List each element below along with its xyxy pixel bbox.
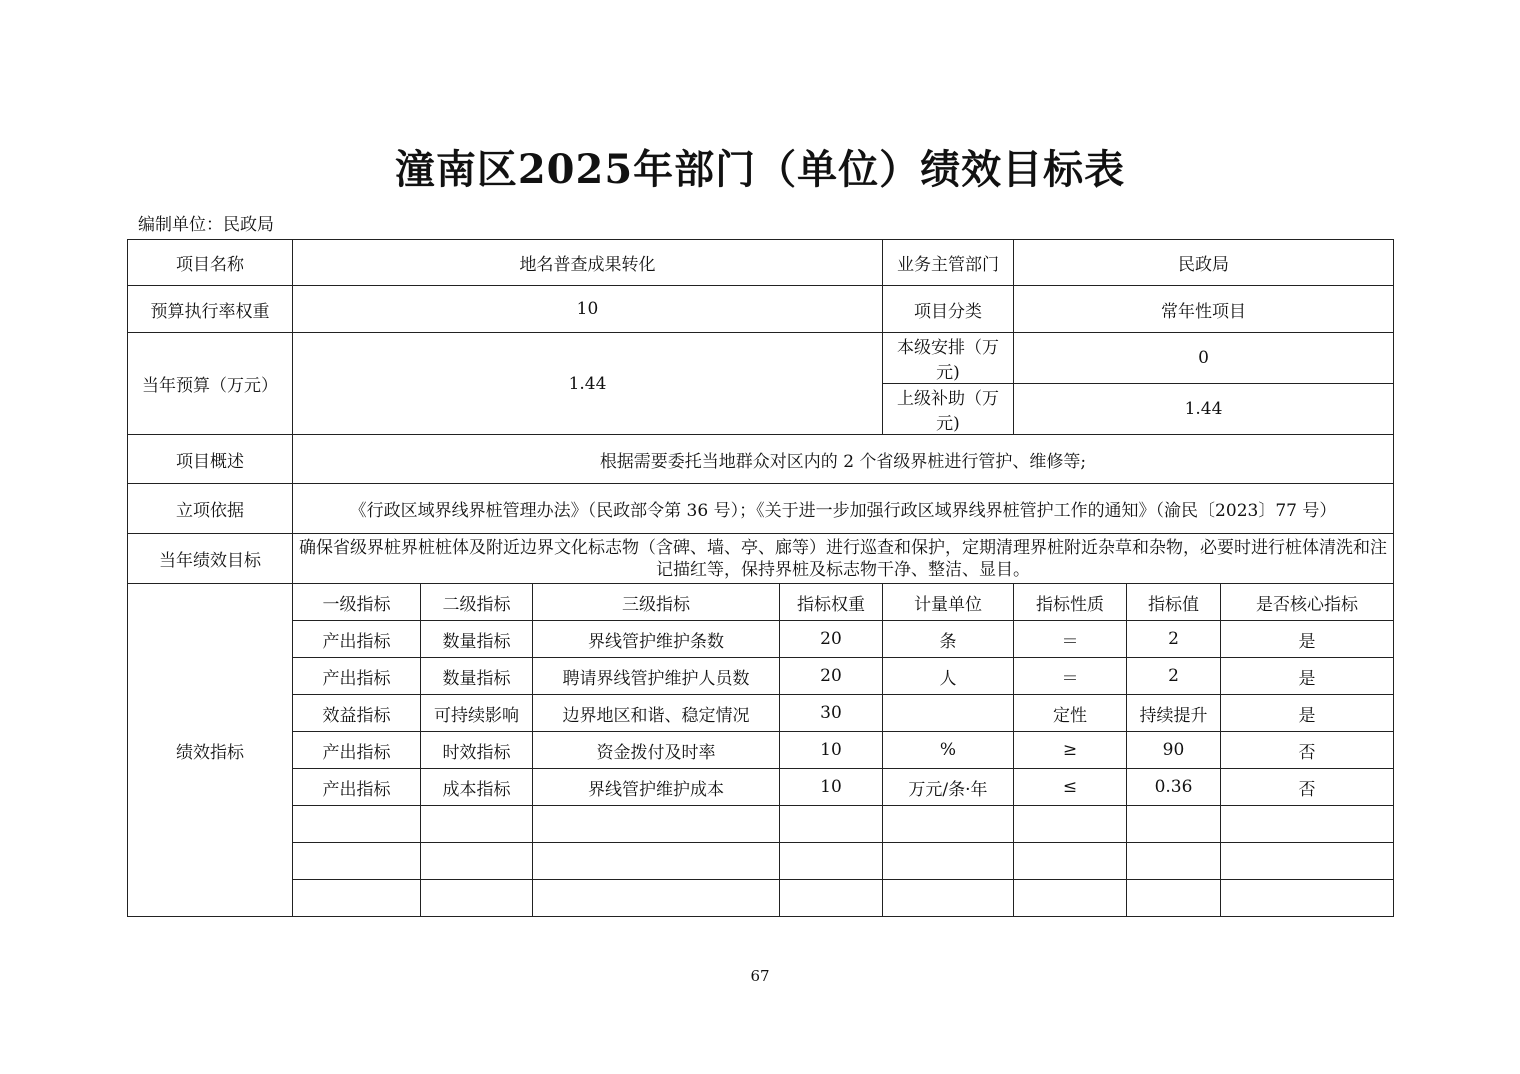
indicator-nature: ≥ — [1014, 732, 1127, 769]
indicator-unit: % — [883, 732, 1014, 769]
budget-label: 当年预算（万元） — [128, 333, 293, 435]
local-label: 本级安排（万元) — [883, 333, 1014, 384]
indicator-unit: 人 — [883, 658, 1014, 695]
indicator-weight: 20 — [780, 621, 883, 658]
project-name-label: 项目名称 — [128, 240, 293, 286]
indicator-level3: 界线管护维护成本 — [533, 769, 780, 806]
indicator-value — [1127, 843, 1221, 880]
indicator-row — [128, 769, 1394, 806]
weight-label: 预算执行率权重 — [128, 286, 293, 333]
indicator-weight: 10 — [780, 732, 883, 769]
indicator-nature: 定性 — [1014, 695, 1127, 732]
indicator-level3: 界线管护维护条数 — [533, 621, 780, 658]
indicator-level2 — [421, 843, 533, 880]
indicator-value — [1127, 806, 1221, 843]
indicator-core: 否 — [1221, 769, 1394, 806]
indicator-core — [1221, 806, 1394, 843]
indicator-core: 是 — [1221, 695, 1394, 732]
page-number: 67 — [750, 967, 770, 985]
indicator-row — [128, 732, 1394, 769]
indicator-core — [1221, 843, 1394, 880]
indicator-nature: ＝ — [1014, 621, 1127, 658]
local-value: 0 — [1014, 333, 1394, 384]
indicator-level3: 聘请界线管护维护人员数 — [533, 658, 780, 695]
indicator-nature — [1014, 843, 1127, 880]
column-header-core: 是否核心指标 — [1221, 584, 1394, 621]
indicator-level3 — [533, 806, 780, 843]
indicator-core: 否 — [1221, 732, 1394, 769]
indicator-value: 持续提升 — [1127, 695, 1221, 732]
indicator-row — [128, 621, 1394, 658]
category-value: 常年性项目 — [1014, 286, 1394, 333]
indicator-nature: ＝ — [1014, 658, 1127, 695]
indicator-level2: 时效指标 — [421, 732, 533, 769]
indicator-level2 — [421, 880, 533, 917]
column-header-level1: 一级指标 — [293, 584, 421, 621]
indicator-level2: 可持续影响 — [421, 695, 533, 732]
indicator-core: 是 — [1221, 658, 1394, 695]
indicator-level1 — [293, 806, 421, 843]
indicator-value — [1127, 880, 1221, 917]
indicator-nature: ≤ — [1014, 769, 1127, 806]
column-header-nature: 指标性质 — [1014, 584, 1127, 621]
indicator-weight: 30 — [780, 695, 883, 732]
indicator-level1: 效益指标 — [293, 695, 421, 732]
page-title: 潼南区2025年部门（单位）绩效目标表 — [394, 146, 1126, 193]
indicator-value: 2 — [1127, 621, 1221, 658]
indicator-level1 — [293, 843, 421, 880]
basis-label: 立项依据 — [128, 484, 293, 534]
indicator-unit: 万元/条·年 — [883, 769, 1014, 806]
summary-value: 根据需要委托当地群众对区内的 2 个省级界桩进行管护、维修等; — [293, 435, 1394, 484]
goal-value: 确保省级界桩界桩桩体及附近边界文化标志物（含碑、墙、亭、廊等）进行巡查和保护，定期清理界桩附近杂草和杂物，必要时进行桩体清洗和注记描红等，保持界桩及标志物干净、整洁、显目。 — [293, 534, 1394, 584]
column-header-value: 指标值 — [1127, 584, 1221, 621]
indicator-level2: 数量指标 — [421, 658, 533, 695]
indicator-unit — [883, 843, 1014, 880]
indicator-level3 — [533, 843, 780, 880]
indicator-level1: 产出指标 — [293, 732, 421, 769]
indicator-row — [128, 695, 1394, 732]
basis-value: 《行政区域界线界桩管理办法》（民政部令第 36 号）；《关于进一步加强行政区域界线界桩管护工作的通知》（渝民〔2023〕77 号） — [293, 484, 1394, 534]
indicator-level2: 数量指标 — [421, 621, 533, 658]
indicator-weight — [780, 880, 883, 917]
indicator-core: 是 — [1221, 621, 1394, 658]
indicator-level3: 边界地区和谐、稳定情况 — [533, 695, 780, 732]
indicator-level3 — [533, 880, 780, 917]
summary-label: 项目概述 — [128, 435, 293, 484]
indicator-nature — [1014, 806, 1127, 843]
indicator-nature — [1014, 880, 1127, 917]
indicators-section-label: 绩效指标 — [128, 584, 293, 917]
column-header-level3: 三级指标 — [533, 584, 780, 621]
indicator-unit — [883, 880, 1014, 917]
indicator-level2: 成本指标 — [421, 769, 533, 806]
budget-value: 1.44 — [293, 333, 883, 435]
indicator-row — [128, 843, 1394, 880]
indicator-value: 2 — [1127, 658, 1221, 695]
indicator-unit — [883, 806, 1014, 843]
indicator-value: 90 — [1127, 732, 1221, 769]
indicator-weight — [780, 843, 883, 880]
indicator-weight — [780, 806, 883, 843]
column-header-level2: 二级指标 — [421, 584, 533, 621]
upper-value: 1.44 — [1014, 384, 1394, 435]
indicator-row — [128, 806, 1394, 843]
upper-label: 上级补助（万元) — [883, 384, 1014, 435]
indicator-value: 0.36 — [1127, 769, 1221, 806]
indicator-weight: 10 — [780, 769, 883, 806]
indicator-core — [1221, 880, 1394, 917]
indicator-row — [128, 658, 1394, 695]
category-label: 项目分类 — [883, 286, 1014, 333]
indicator-unit — [883, 695, 1014, 732]
indicator-weight: 20 — [780, 658, 883, 695]
weight-value: 10 — [293, 286, 883, 333]
indicator-level1: 产出指标 — [293, 769, 421, 806]
column-header-unit: 计量单位 — [883, 584, 1014, 621]
goal-label: 当年绩效目标 — [128, 534, 293, 584]
performance-table — [127, 239, 1394, 917]
indicator-level1: 产出指标 — [293, 621, 421, 658]
indicator-level2 — [421, 806, 533, 843]
indicator-row — [128, 880, 1394, 917]
dept-label: 业务主管部门 — [883, 240, 1014, 286]
indicator-level1: 产出指标 — [293, 658, 421, 695]
indicator-level1 — [293, 880, 421, 917]
indicator-unit: 条 — [883, 621, 1014, 658]
column-header-weight: 指标权重 — [780, 584, 883, 621]
project-name-value: 地名普查成果转化 — [293, 240, 883, 286]
dept-value: 民政局 — [1014, 240, 1394, 286]
indicator-level3: 资金拨付及时率 — [533, 732, 780, 769]
compiling-unit: 编制单位：民政局 — [138, 215, 274, 235]
